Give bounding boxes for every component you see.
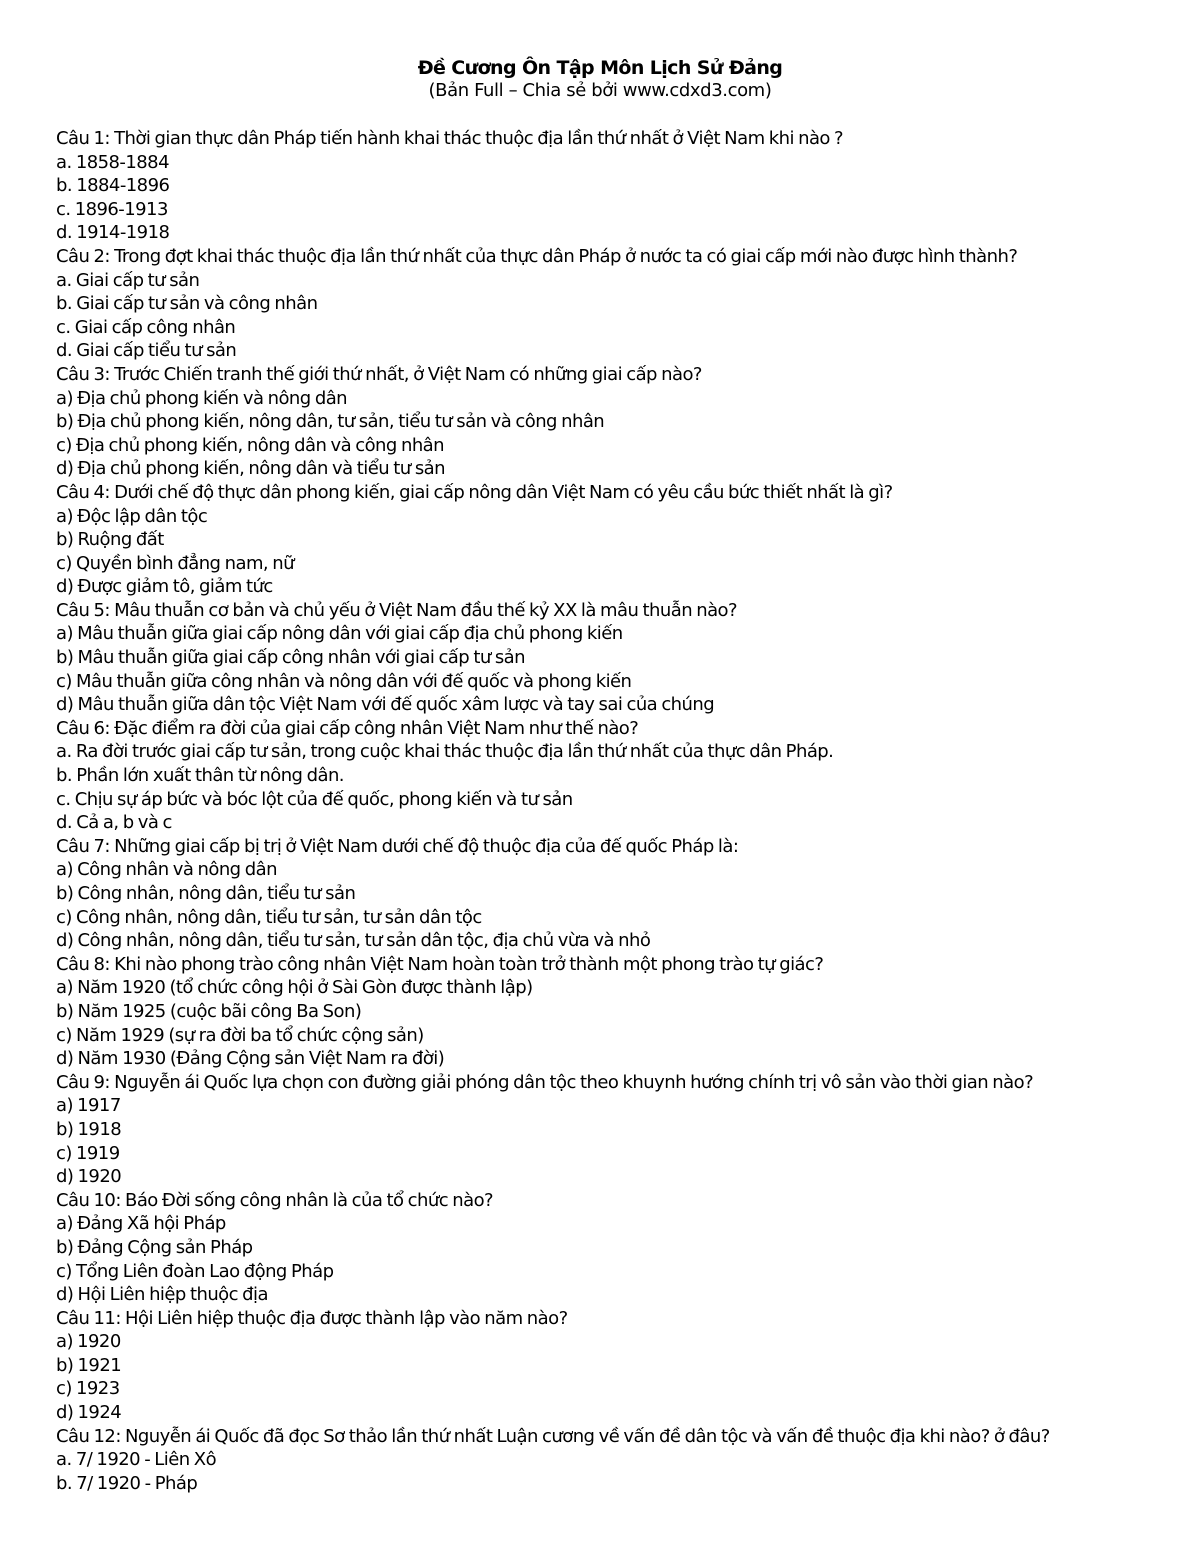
answer-option: c) 1919 [56,1142,120,1164]
answer-option: a) Độc lập dân tộc [56,505,208,527]
answer-option: d) Mâu thuẫn giữa dân tộc Việt Nam với đế quốc xâm lược và tay sai của chúng [56,694,715,716]
answer-option: b. 1884-1896 [56,175,170,197]
answer-option: a. 7/ 1920 - Liên Xô [56,1449,217,1471]
answer-option: c. 1896-1913 [56,198,168,220]
question-text: Câu 8: Khi nào phong trào công nhân Việt Nam hoàn toàn trở thành một phong trào tự giác? [56,953,824,975]
question-text: Câu 9: Nguyễn ái Quốc lựa chọn con đường giải phóng dân tộc theo khuynh hướng chính trị vô sản vào thời gian nào? [56,1071,1034,1093]
answer-option: a) Năm 1920 (tổ chức công hội ở Sài Gòn được thành lập) [56,977,533,999]
answer-option: d) Địa chủ phong kiến, nông dân và tiểu tư sản [56,458,445,480]
answer-option: b. Phần lớn xuất thân từ nông dân. [56,765,344,787]
answer-option: b) 1918 [56,1118,122,1140]
answer-option: d. Cả a, b và c [56,812,172,834]
answer-option: b) Ruộng đất [56,529,164,551]
answer-option: a) Mâu thuẫn giữa giai cấp nông dân với giai cấp địa chủ phong kiến [56,623,623,645]
answer-option: b) Địa chủ phong kiến, nông dân, tư sản, tiểu tư sản và công nhân [56,411,605,433]
question-text: Câu 2: Trong đợt khai thác thuộc địa lần thứ nhất của thực dân Pháp ở nước ta có giai cấp mới nào được hình thành? [56,245,1018,267]
question-text: Câu 3: Trước Chiến tranh thế giới thứ nhất, ở Việt Nam có những giai cấp nào? [56,363,702,385]
question-text: Câu 11: Hội Liên hiệp thuộc địa được thành lập vào năm nào? [56,1307,568,1329]
answer-option: c) Địa chủ phong kiến, nông dân và công nhân [56,434,445,456]
question-text: Câu 12: Nguyễn ái Quốc đã đọc Sơ thảo lần thứ nhất Luận cương về vấn đề dân tộc và vấn đề thuộc địa khi nào? ở đâu? [56,1425,1050,1447]
answer-option: a. 1858-1884 [56,151,169,173]
question-text: Câu 5: Mâu thuẫn cơ bản và chủ yếu ở Việt Nam đầu thế kỷ XX là mâu thuẫn nào? [56,599,738,621]
document-header [0,56,1200,102]
question-text: Câu 10: Báo Đời sống công nhân là của tổ chức nào? [56,1189,494,1211]
answer-option: b. Giai cấp tư sản và công nhân [56,293,318,315]
answer-option: c) Tổng Liên đoàn Lao động Pháp [56,1260,334,1282]
answer-option: d) 1920 [56,1166,122,1188]
answer-option: b) Năm 1925 (cuộc bãi công Ba Son) [56,1000,362,1022]
answer-option: a) 1920 [56,1331,121,1353]
answer-option: a. Giai cấp tư sản [56,269,200,291]
answer-option: b) Mâu thuẫn giữa giai cấp công nhân với giai cấp tư sản [56,647,526,669]
question-list [56,127,1176,1495]
answer-option: a. Ra đời trước giai cấp tư sản, trong cuộc khai thác thuộc địa lần thứ nhất của thực dân Pháp. [56,741,834,763]
answer-option: d. 1914-1918 [56,222,170,244]
answer-option: a) 1917 [56,1095,121,1117]
answer-option: c) Quyền bình đẳng nam, nữ [56,552,294,574]
question-text: Câu 4: Dưới chế độ thực dân phong kiến, giai cấp nông dân Việt Nam có yêu cầu bức thiết nhất là gì? [56,481,893,503]
answer-option: a) Địa chủ phong kiến và nông dân [56,387,348,409]
answer-option: b) Công nhân, nông dân, tiểu tư sản [56,883,356,904]
answer-option: d) Hội Liên hiệp thuộc địa [56,1284,268,1306]
answer-option: c) Mâu thuẫn giữa công nhân và nông dân với đế quốc và phong kiến [56,670,632,692]
answer-option: b) 1921 [56,1354,122,1376]
answer-option: d. Giai cấp tiểu tư sản [56,340,237,362]
answer-option: b. 7/ 1920 - Pháp [56,1472,198,1494]
answer-option: d) Năm 1930 (Đảng Cộng sản Việt Nam ra đời) [56,1048,445,1070]
answer-option: c. Chịu sự áp bức và bóc lột của đế quốc, phong kiến và tư sản [56,788,573,810]
answer-option: c) Công nhân, nông dân, tiểu tư sản, tư sản dân tộc [56,906,482,928]
answer-option: c. Giai cấp công nhân [56,316,236,338]
question-text: Câu 6: Đặc điểm ra đời của giai cấp công nhân Việt Nam như thế nào? [56,717,639,739]
answer-option: d) 1924 [56,1402,122,1424]
answer-option: a) Đảng Xã hội Pháp [56,1213,226,1235]
answer-option: d) Được giảm tô, giảm tức [56,576,273,598]
question-text: Câu 7: Những giai cấp bị trị ở Việt Nam dưới chế độ thuộc địa của đế quốc Pháp là: [56,835,739,857]
document-title: Đề Cương Ôn Tập Môn Lịch Sử Đảng [417,57,783,79]
answer-option: d) Công nhân, nông dân, tiểu tư sản, tư sản dân tộc, địa chủ vừa và nhỏ [56,930,651,952]
answer-option: c) Năm 1929 (sự ra đời ba tổ chức cộng sản) [56,1024,424,1046]
answer-option: b) Đảng Cộng sản Pháp [56,1236,253,1258]
answer-option: c) 1923 [56,1378,120,1400]
answer-option: a) Công nhân và nông dân [56,859,277,881]
question-text: Câu 1: Thời gian thực dân Pháp tiến hành khai thác thuộc địa lần thứ nhất ở Việt Nam khi nào ? [56,128,844,149]
document-subtitle: (Bản Full – Chia sẻ bởi www.cdxd3.com) [428,80,772,101]
